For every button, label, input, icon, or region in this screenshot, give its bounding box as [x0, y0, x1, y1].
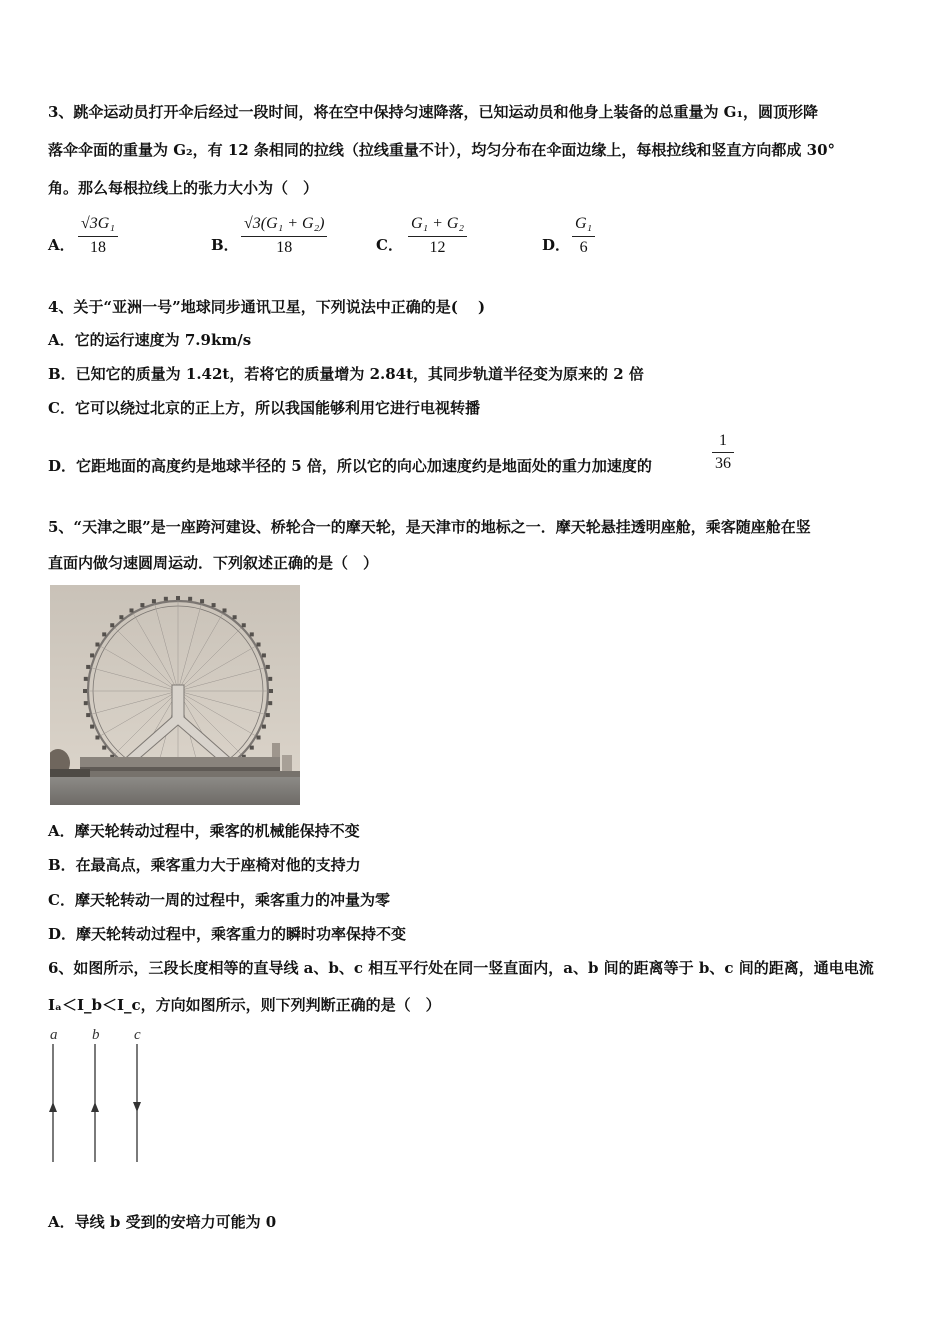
parallel-wires-diagram [40, 1022, 160, 1172]
wheel-cabin [257, 643, 261, 647]
arrow-up-icon [49, 1102, 57, 1112]
wheel-cabin [86, 665, 90, 669]
q4-option-c[interactable]: C．它可以绕过北京的正上方，所以我国能够利用它进行电视转播 [48, 399, 480, 417]
wheel-cabin [152, 599, 156, 603]
wheel-cabin [266, 713, 270, 717]
ferris-wheel-photo [50, 585, 300, 805]
fraction-denominator: 36 [715, 455, 731, 472]
option-fraction [572, 212, 595, 259]
q3-stem-line1: 3、跳伞运动员打开伞后经过一段时间，将在空中保持匀速降落，已知运动员和他身上装备的总重量为 G₁，圆顶形降 [48, 103, 819, 121]
wheel-cabin [188, 597, 192, 601]
wheel-cabin [262, 653, 266, 657]
fraction-denominator: 18 [89, 239, 106, 256]
q3-stem-line3: 角。那么每根拉线上的张力大小为（ ） [48, 179, 319, 197]
arrow-up-icon [91, 1102, 99, 1112]
wire-label-b: b [92, 1027, 100, 1043]
wheel-cabin [140, 603, 144, 607]
q5-option-a[interactable]: A．摩天轮转动过程中，乘客的机械能保持不变 [48, 822, 360, 840]
wheel-cabin [84, 701, 88, 705]
wheel-cabin [90, 725, 94, 729]
wheel-cabin [83, 689, 87, 693]
wheel-cabin [95, 643, 99, 647]
q5-stem-line2: 直面内做匀速圆周运动．下列叙述正确的是（ ） [48, 554, 379, 572]
q4-option-b[interactable]: B．已知它的质量为 1.42t，若将它的质量增为 2.84t，其同步轨道半径变为原来的 2 倍 [48, 365, 644, 383]
q6-stem-line2: Iₐ＜I_b＜I_c，方向如图所示，则下列判断正确的是（ ） [48, 996, 441, 1014]
wheel-cabin [257, 736, 261, 740]
wire-label-c: c [134, 1027, 141, 1043]
wheel-cabin [110, 623, 114, 627]
wire-label-a: a [50, 1027, 58, 1043]
fraction-numerator: 1 [712, 430, 734, 453]
fraction-denominator: 18 [276, 239, 293, 256]
wheel-cabin [86, 713, 90, 717]
wheel-cabin [212, 603, 216, 607]
option-letter: B． [211, 236, 239, 254]
option-fraction [241, 212, 327, 259]
fraction-numerator: G₁ [572, 212, 595, 237]
fraction-numerator: √3(G₁ + G₂) [241, 212, 327, 237]
q5-option-c[interactable]: C．摩天轮转动一周的过程中，乘客重力的冲量为零 [48, 891, 390, 909]
q4-option-d[interactable]: D．它距地面的高度约是地球半径的 5 倍，所以它的向心加速度约是地面处的重力加速度的 [48, 457, 652, 475]
arrow-down-icon [133, 1102, 141, 1112]
wheel-cabin [242, 623, 246, 627]
fraction-denominator: 12 [429, 239, 446, 256]
q3-stem-line2: 落伞伞面的重量为 G₂，有 12 条相同的拉线（拉线重量不计），均匀分布在伞面边缘上，每根拉线和竖直方向都成 30° [48, 141, 836, 159]
wheel-cabin [119, 615, 123, 619]
q3-options [48, 212, 908, 268]
option-fraction [78, 212, 118, 259]
wheel-cabin [268, 677, 272, 681]
wheel-cabin [223, 608, 227, 612]
option-fraction [408, 212, 467, 259]
fraction-numerator: √3G₁ [78, 212, 118, 237]
wheel-cabin [176, 596, 180, 600]
wheel-cabin [250, 632, 254, 636]
wheel-cabin [233, 615, 237, 619]
q6-stem-line1: 6、如图所示，三段长度相等的直导线 a、b、c 相互平行处在同一竖直面内，a、b 间的距离等于 b、c 间的距离，通电电流 [48, 959, 874, 977]
fraction-denominator: 6 [579, 239, 588, 256]
wheel-cabin [266, 665, 270, 669]
wheel-cabin [90, 653, 94, 657]
wheel-cabin [95, 736, 99, 740]
q4-stem: 4、关于“亚洲一号”地球同步通讯卫星，下列说法中正确的是( ) [48, 298, 486, 316]
wheel-cabin [130, 608, 134, 612]
wheel-cabin [269, 689, 273, 693]
q4-option-a[interactable]: A．它的运行速度为 7.9km/s [48, 331, 252, 349]
wheel-cabin [268, 701, 272, 705]
option-letter: D． [542, 236, 571, 254]
fraction-numerator: G₁ + G₂ [408, 212, 467, 237]
wheel-cabin [200, 599, 204, 603]
q5-stem-line1: 5、“天津之眼”是一座跨河建设、桥轮合一的摩天轮，是天津市的地标之一．摩天轮悬挂透明座舱，乘客随座舱在竖 [48, 518, 811, 536]
wheel-cabin [262, 725, 266, 729]
option-letter: C． [376, 236, 403, 254]
wheel-cabin [84, 677, 88, 681]
option-letter: A． [48, 236, 75, 254]
q6-option-a[interactable]: A．导线 b 受到的安培力可能为 0 [48, 1213, 277, 1231]
wheel-cabin [102, 746, 106, 750]
q4-option-d-fraction [712, 430, 734, 475]
q5-option-b[interactable]: B．在最高点，乘客重力大于座椅对他的支持力 [48, 856, 361, 874]
wheel-cabin [250, 746, 254, 750]
wheel-cabin [102, 632, 106, 636]
wheel-cabin [164, 597, 168, 601]
q5-option-d[interactable]: D．摩天轮转动过程中，乘客重力的瞬时功率保持不变 [48, 925, 407, 943]
